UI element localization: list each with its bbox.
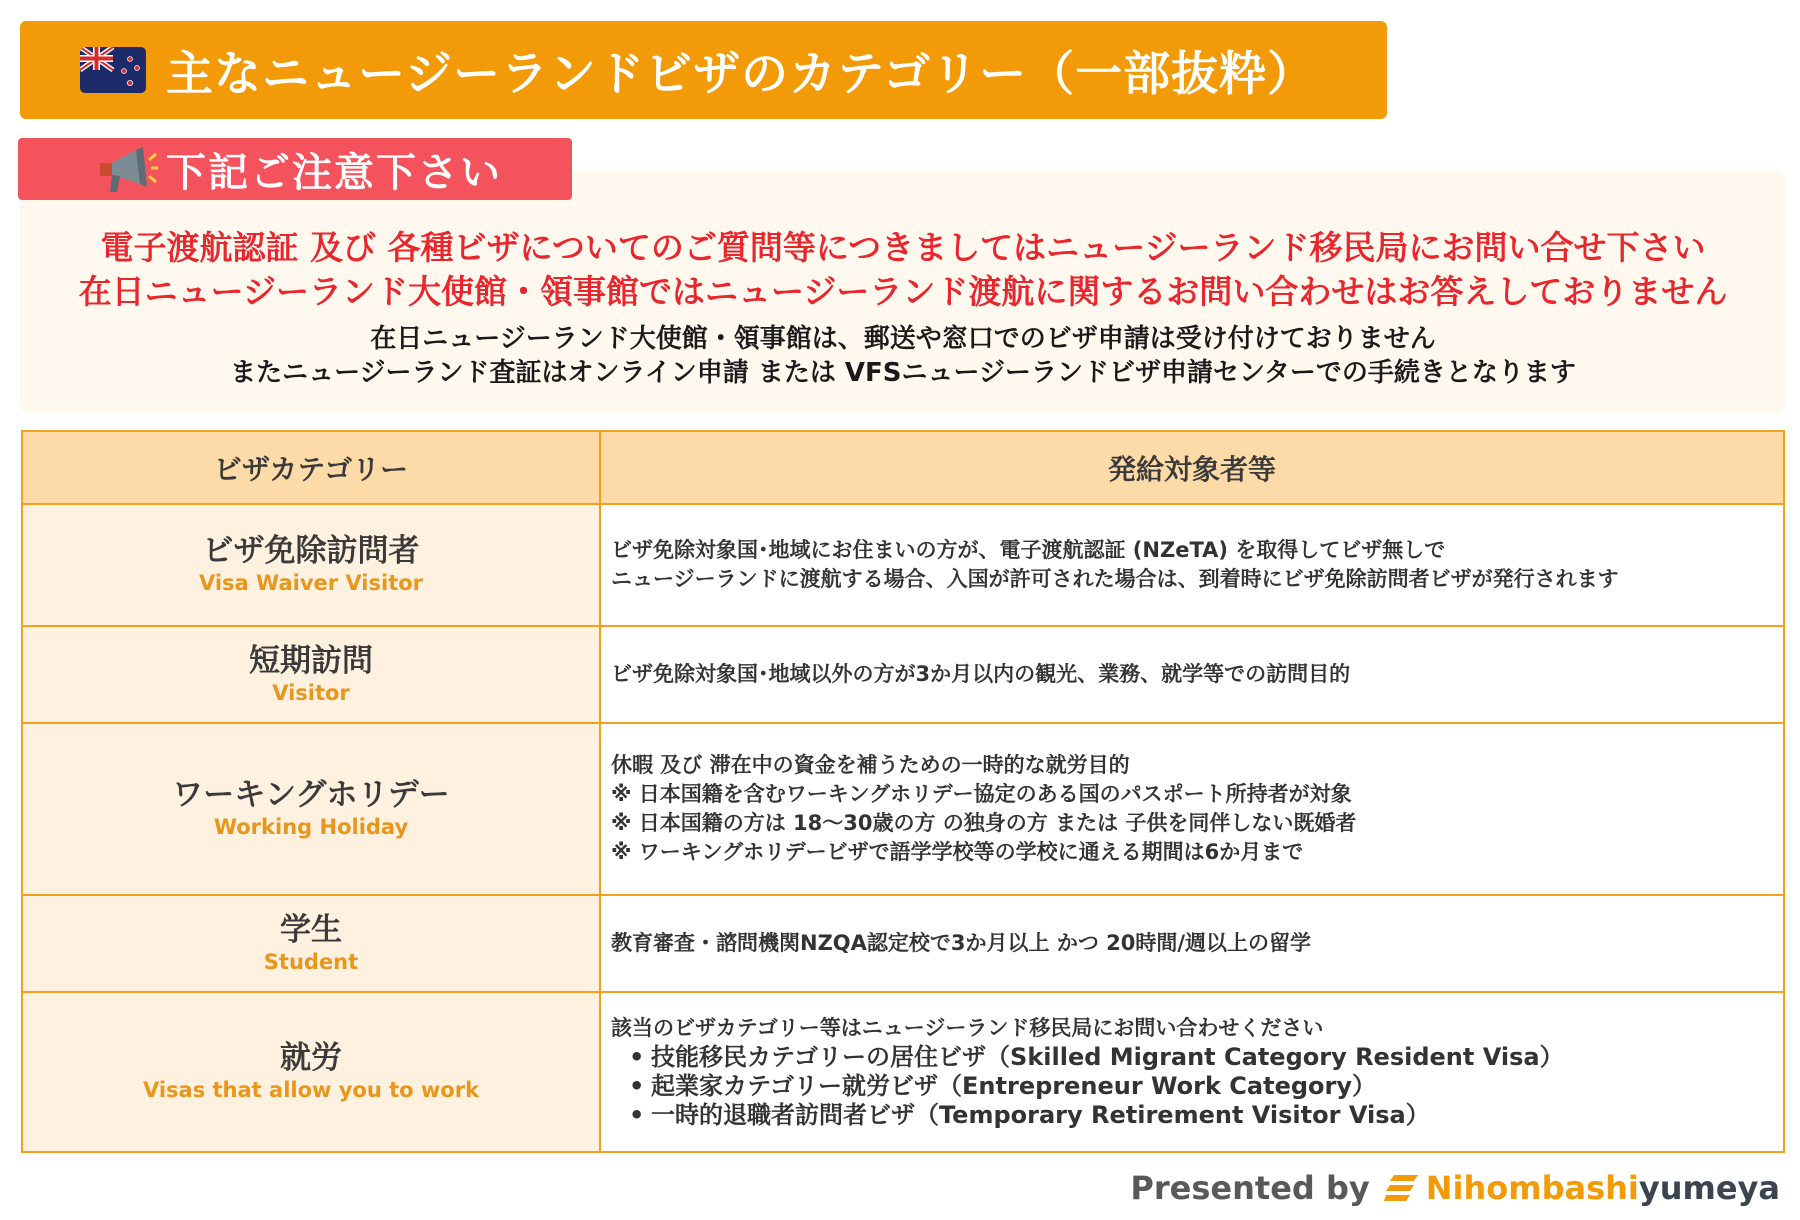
bullet-item [611,1043,1783,1072]
bullet-item [611,1101,1783,1130]
bullet-icon: • [629,1072,645,1100]
description-cell [600,895,1784,992]
description-line: 該当のビザカテゴリー等はニュージーランド移民局にお問い合わせください [611,1016,1324,1040]
description-cell [600,504,1784,626]
notice-warning-line: 在日ニュージーランド大使館・領事館ではニュージーランド渡航に関するお問い合わせはお答えしておりません [78,272,1728,311]
category-name-en: Visas that allow you to work [142,1078,480,1102]
brand-name-part2: yumeya [1638,1169,1780,1207]
description-line: ビザ免除対象国･地域にお住まいの方が、電子渡航認証 (NZeTA) を取得してビザ無しで [611,538,1446,562]
bullet-text: 起業家カテゴリー就労ビザ（Entrepreneur Work Category） [651,1072,1377,1100]
notice-info-line: またニュージーランド査証はオンライン申請 または VFSニュージーランドビザ申請センターでの手続きとなります [230,358,1576,388]
bullet-text: 技能移民カテゴリーの居住ビザ（Skilled Migrant Category Resident Visa） [651,1043,1564,1071]
category-cell [22,723,600,895]
notice-warning-line: 電子渡航認証 及び 各種ビザについてのご質問等につきましてはニュージーランド移民局にお問い合せ下さい [100,228,1706,267]
notice-tab [18,138,572,200]
megaphone-icon [96,142,158,196]
description-line: ビザ免除対象国･地域以外の方が3か月以内の観光、業務、就学等での訪問目的 [611,662,1351,686]
category-name-en: Visitor [272,680,350,705]
description-line: 教育審査・諮問機関NZQA認定校で3か月以上 かつ 20時間/週以上の留学 [611,931,1312,955]
bullet-item [611,1072,1783,1101]
description-line: ※ 日本国籍の方は 18〜30歳の方 の独身の方 または 子供を同伴しない既婚者 [611,811,1357,835]
category-name-jp: 就労 [280,1040,342,1076]
table-row [22,992,1784,1152]
description-cell [600,626,1784,723]
category-name-jp: ワーキングホリデー [172,777,450,813]
column-header-eligibility: 発給対象者等 [600,431,1784,504]
brand-name-part1: Nihombashi [1425,1169,1639,1207]
yumeya-logo-icon [1384,1173,1420,1203]
category-cell [22,504,600,626]
bullet-icon: • [629,1043,645,1071]
description-cell [600,992,1784,1152]
category-name-en: Student [263,949,359,974]
footer-credit [1130,1165,1780,1211]
new-zealand-flag-icon [80,47,146,93]
category-name-en: Visa Waiver Visitor [198,571,424,595]
title-banner [20,21,1387,119]
description-line: ニュージーランドに渡航する場合、入国が許可された場合は、到着時にビザ免除訪問者ビザが発行されます [611,567,1619,591]
category-cell [22,626,600,723]
bullet-icon: • [629,1101,645,1129]
table-row [22,895,1784,992]
notice-info-line: 在日ニュージーランド大使館・領事館は、郵送や窓口でのビザ申請は受け付けておりません [370,324,1436,354]
visa-category-table [21,430,1785,1153]
category-name-jp: 短期訪問 [249,642,373,679]
category-name-jp: 学生 [280,911,342,948]
table-row [22,626,1784,723]
table-row [22,504,1784,626]
description-line: 休暇 及び 滞在中の資金を補うための一時的な就労目的 [611,753,1130,777]
notice-tab-label: 下記ご注意下さい [166,149,502,196]
table-row [22,723,1784,895]
description-line: ※ ワーキングホリデービザで語学学校等の学校に通える期間は6か月まで [611,840,1304,864]
category-cell [22,895,600,992]
page-title: 主なニュージーランドビザのカテゴリー（一部抜粋） [166,46,1316,102]
description-line: ※ 日本国籍を含むワーキングホリデー協定のある国のパスポート所持者が対象 [611,782,1352,806]
category-name-jp: ビザ免除訪問者 [202,533,420,569]
presented-by-label: Presented by [1130,1169,1370,1207]
column-header-category: ビザカテゴリー [22,431,600,504]
table-header-row [22,431,1784,504]
bullet-text: 一時的退職者訪問者ビザ（Temporary Retirement Visitor Visa） [651,1101,1430,1129]
category-name-en: Working Holiday [213,815,409,839]
category-cell [22,992,600,1152]
description-cell [600,723,1784,895]
